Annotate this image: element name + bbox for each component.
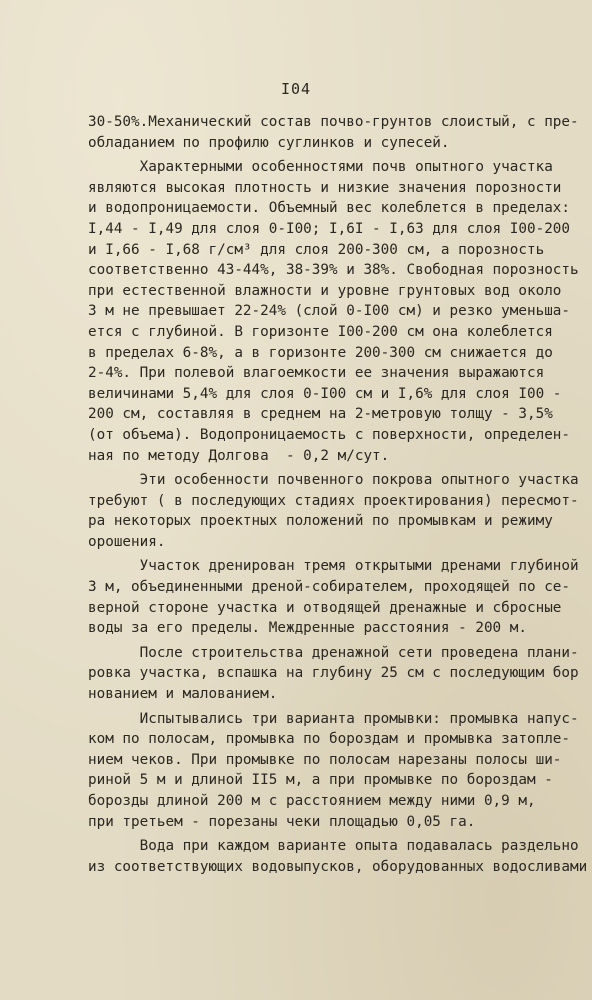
- text-line: нованием и малованием.: [88, 686, 278, 703]
- page-number: I04: [280, 80, 312, 98]
- text-line: 200 см, составляя в среднем на 2-метровую толщу - 3,5%: [88, 406, 553, 423]
- paragraph: [88, 112, 579, 153]
- text-line: и I,66 - I,68 г/см³ для слоя 200-300 см, а порозность: [88, 241, 545, 258]
- text-line: Характерными особенностями почв опытного участка: [88, 159, 553, 176]
- text-line: I,44 - I,49 для слоя 0-I00; I,6I - I,63 для слоя I00-200: [88, 220, 571, 237]
- text-line: 2-4%. При полевой влагоемкости ее значения выражаются: [88, 365, 545, 382]
- text-line: Участок дренирован тремя открытыми дренами глубиной: [88, 558, 579, 575]
- body-text: [88, 112, 588, 877]
- text-line: 3 м не превышает 22-24% (слой 0-I00 см) и резко уменьша-: [88, 303, 571, 320]
- text-line: После строительства дренажной сети проведена плани-: [88, 644, 579, 661]
- paragraph: [88, 157, 579, 466]
- text-line: ная по методу Долгова - 0,2 м/сут.: [88, 447, 390, 464]
- text-line: нием чеков. При промывке по полосам нарезаны полосы ши-: [88, 751, 562, 768]
- paragraph: [88, 643, 579, 705]
- text-line: соответственно 43-44%, 38-39% и 38%. Свободная порозность: [88, 262, 579, 279]
- text-line: (от объема). Водопроницаемость с поверхности, определен-: [88, 426, 571, 443]
- text-line: требуют ( в последующих стадиях проектирования) пересмот-: [88, 492, 579, 509]
- text-line: 3 м, объединенными дреной-собирателем, проходящей по се-: [88, 579, 571, 596]
- text-line: при естественной влажности и уровне грунтовых вод около: [88, 282, 562, 299]
- paragraph: [88, 836, 588, 877]
- text-line: ется с глубиной. В горизонте I00-200 см она колеблется: [88, 323, 553, 340]
- text-line: Вода при каждом варианте опыта подавалась раздельно: [88, 838, 579, 855]
- text-line: ком по полосам, промывка по бороздам и промывка затопле-: [88, 731, 571, 748]
- paragraph: [88, 556, 579, 638]
- text-line: ровка участка, вспашка на глубину 25 см с последующим бор: [88, 665, 579, 682]
- text-line: воды за его пределы. Междренные расстояния - 200 м.: [88, 620, 527, 637]
- text-line: и водопроницаемости. Объемный вес колеблется в пределах:: [88, 200, 571, 217]
- text-line: обладанием по профилю суглинков и супесей.: [88, 134, 450, 151]
- text-line: орошения.: [88, 533, 166, 550]
- text-line: из соответствующих водовыпусков, оборудованных водосливами: [88, 858, 588, 875]
- text-line: Эти особенности почвенного покрова опытного участка: [88, 472, 579, 489]
- text-line: верной стороне участка и отводящей дренажные и сбросные: [88, 599, 562, 616]
- text-line: являются высокая плотность и низкие значения порозности: [88, 179, 562, 196]
- text-line: Испытывались три варианта промывки: промывка напус-: [88, 710, 579, 727]
- text-line: в пределах 6-8%, а в горизонте 200-300 см снижается до: [88, 344, 553, 361]
- text-line: величинами 5,4% для слоя 0-I00 см и I,6% для слоя I00 -: [88, 385, 562, 402]
- paragraph: [88, 709, 579, 833]
- paragraph: [88, 470, 579, 552]
- text-line: 30-50%.Механический состав почво-грунтов слоистый, с пре-: [88, 114, 579, 130]
- text-line: борозды длиной 200 м с расстоянием между ними 0,9 м,: [88, 793, 536, 809]
- text-line: ра некоторых проектных положений по промывкам и режиму: [88, 513, 553, 530]
- text-line: риной 5 м и длиной II5 м, а при промывке по бороздам -: [88, 772, 553, 789]
- text-line: при третьем - порезаны чеки площадью 0,05 га.: [88, 813, 476, 830]
